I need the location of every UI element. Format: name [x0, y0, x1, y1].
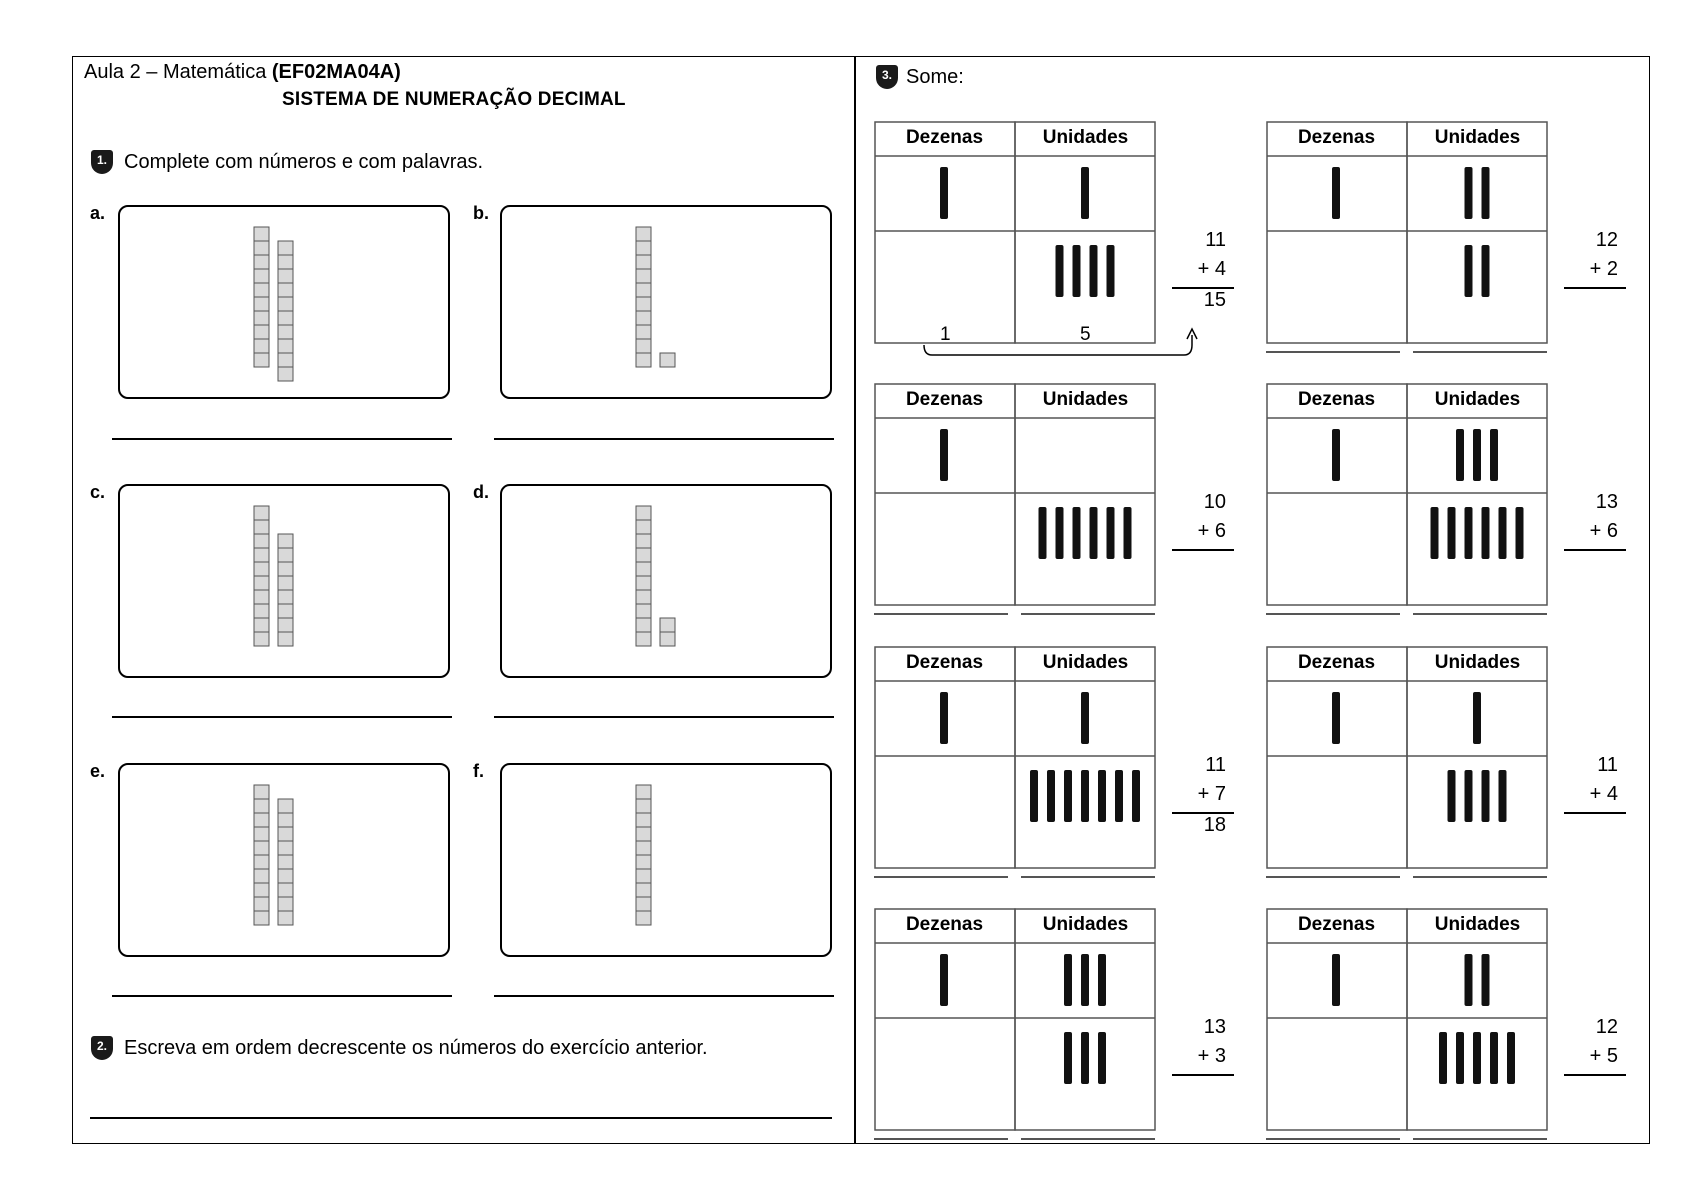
unit-cube — [278, 813, 293, 827]
column-header-dezenas: Dezenas — [905, 389, 984, 410]
addend-a: 10 — [1203, 491, 1226, 513]
answer-line[interactable] — [112, 438, 452, 440]
unit-cube — [278, 841, 293, 855]
tally-bar — [1499, 770, 1507, 822]
exercise-label: a. — [90, 203, 106, 223]
tally-bar — [1132, 770, 1140, 822]
tally-bar — [1064, 1032, 1072, 1084]
addend-b: + 4 — [1197, 258, 1226, 280]
tally-bar — [1456, 429, 1464, 481]
addend-a: 12 — [1595, 229, 1618, 251]
addend-a: 13 — [1203, 1016, 1226, 1038]
tally-bar — [1081, 167, 1089, 219]
base-ten-blocks-box — [500, 205, 832, 399]
unit-cube — [278, 855, 293, 869]
tally-bar — [1107, 245, 1115, 297]
tally-bar — [1439, 1032, 1447, 1084]
tally-bar — [1482, 507, 1490, 559]
question-3-badge: 3. — [876, 65, 898, 89]
tally-bar — [1490, 429, 1498, 481]
tally-bar — [1064, 770, 1072, 822]
sum-line — [1172, 1074, 1234, 1076]
tally-bar — [1098, 1032, 1106, 1084]
tens-answer-line[interactable] — [1266, 876, 1400, 878]
unit-cube — [278, 632, 293, 646]
column-header-unidades: Unidades — [1434, 652, 1521, 673]
tens-answer-line[interactable] — [1266, 351, 1400, 353]
ten-rod — [254, 785, 269, 925]
column-header-dezenas: Dezenas — [1297, 389, 1376, 410]
tens-answer-line[interactable] — [1266, 1138, 1400, 1140]
tally-bar — [1465, 954, 1473, 1006]
sum-result: 18 — [1203, 814, 1226, 836]
place-value-table — [874, 121, 1156, 345]
place-value-table — [1266, 908, 1548, 1132]
tally-bar — [1073, 507, 1081, 559]
exercise-label: c. — [90, 482, 106, 502]
base-ten-blocks — [502, 486, 834, 680]
page-subtitle: SISTEMA DE NUMERAÇÃO DECIMAL — [282, 89, 626, 110]
unit-cube — [278, 618, 293, 632]
ten-rod — [636, 227, 651, 367]
place-value-table — [874, 646, 1156, 870]
answer-line[interactable] — [494, 716, 834, 718]
units-answer-line[interactable] — [1413, 876, 1547, 878]
unit-cube — [660, 632, 675, 646]
tally-bar — [1047, 770, 1055, 822]
tally-bar — [1473, 692, 1481, 744]
tally-bar — [940, 429, 948, 481]
place-value-table — [874, 383, 1156, 607]
tally-bar — [1465, 507, 1473, 559]
units-answer-line[interactable] — [1021, 613, 1155, 615]
addend-b: + 2 — [1589, 258, 1618, 280]
exercise-label: e. — [90, 761, 106, 781]
sum-line — [1172, 549, 1234, 551]
column-header-dezenas: Dezenas — [905, 127, 984, 148]
answer-line[interactable] — [112, 995, 452, 997]
column-header-dezenas: Dezenas — [905, 652, 984, 673]
question-2-badge: 2. — [91, 1036, 113, 1060]
addend-b: + 5 — [1589, 1045, 1618, 1067]
tally-bar — [1098, 770, 1106, 822]
tens-answer-line[interactable] — [874, 613, 1008, 615]
question-3-text: Some: — [906, 66, 964, 88]
base-ten-blocks — [120, 765, 452, 959]
tally-bar — [1465, 770, 1473, 822]
tally-bar — [940, 954, 948, 1006]
answer-line[interactable] — [494, 995, 834, 997]
column-header-unidades: Unidades — [1042, 127, 1129, 148]
addend-b: + 6 — [1197, 520, 1226, 542]
base-ten-blocks — [120, 207, 452, 401]
tally-bar — [1056, 245, 1064, 297]
units-answer-line[interactable] — [1021, 876, 1155, 878]
addend-a: 11 — [1205, 229, 1226, 251]
tally-bar — [1482, 245, 1490, 297]
column-header-unidades: Unidades — [1434, 389, 1521, 410]
sum-line — [1564, 812, 1626, 814]
tally-bar — [1030, 770, 1038, 822]
base-ten-blocks — [120, 486, 452, 680]
tally-bar — [1056, 507, 1064, 559]
answer-line[interactable] — [494, 438, 834, 440]
ten-rod — [636, 506, 651, 646]
unit-cube — [278, 869, 293, 883]
tally-bar — [1490, 1032, 1498, 1084]
tally-bar — [1465, 167, 1473, 219]
base-ten-blocks — [502, 765, 834, 959]
tally-bar — [1090, 245, 1098, 297]
tally-bar — [1332, 429, 1340, 481]
skill-code: (EF02MA04A) — [271, 61, 401, 83]
addend-a: 13 — [1595, 491, 1618, 513]
column-header-unidades: Unidades — [1042, 652, 1129, 673]
tally-bar — [1098, 954, 1106, 1006]
tally-bar — [1064, 954, 1072, 1006]
column-divider — [854, 56, 856, 1144]
tally-bar — [1507, 1032, 1515, 1084]
addend-b: + 7 — [1197, 783, 1226, 805]
tens-answer-line[interactable] — [874, 876, 1008, 878]
units-answer-line[interactable] — [1021, 1138, 1155, 1140]
unit-cube — [278, 897, 293, 911]
unit-cube — [278, 548, 293, 562]
tally-bar — [1431, 507, 1439, 559]
sum-line — [1564, 1074, 1626, 1076]
addend-a: 11 — [1597, 754, 1618, 776]
place-value-table — [874, 908, 1156, 1132]
carry-arrow — [922, 325, 1222, 365]
units-answer-line[interactable] — [1413, 351, 1547, 353]
tally-bar — [1081, 1032, 1089, 1084]
tally-bar — [1081, 770, 1089, 822]
unit-cube — [278, 883, 293, 897]
addend-b: + 4 — [1589, 783, 1618, 805]
ten-rod — [254, 506, 269, 646]
tally-bar — [1090, 507, 1098, 559]
unit-cube — [278, 604, 293, 618]
question-1-badge: 1. — [91, 150, 113, 174]
exercise-label: f. — [473, 761, 484, 781]
sum-line — [1564, 287, 1626, 289]
tally-bar — [1115, 770, 1123, 822]
ten-rod — [278, 241, 293, 381]
exercise-label: b. — [473, 203, 489, 223]
answer-line[interactable] — [112, 716, 452, 718]
unit-cube — [278, 562, 293, 576]
place-value-table — [1266, 383, 1548, 607]
base-ten-blocks-box — [118, 763, 450, 957]
place-value-table — [1266, 121, 1548, 345]
sum-line — [1564, 549, 1626, 551]
tally-bar — [1516, 507, 1524, 559]
column-header-unidades: Unidades — [1042, 389, 1129, 410]
tens-answer: 1 — [940, 324, 951, 345]
units-answer-line[interactable] — [1413, 613, 1547, 615]
column-header-dezenas: Dezenas — [905, 914, 984, 935]
tally-bar — [1482, 770, 1490, 822]
unit-cube — [278, 799, 293, 813]
tally-bar — [1465, 245, 1473, 297]
base-ten-blocks-box — [500, 484, 832, 678]
tally-bar — [1039, 507, 1047, 559]
tally-bar — [1124, 507, 1132, 559]
tally-bar — [1081, 954, 1089, 1006]
ten-rod — [254, 227, 269, 367]
tally-bar — [1482, 167, 1490, 219]
base-ten-blocks-box — [118, 205, 450, 399]
column-header-dezenas: Dezenas — [1297, 652, 1376, 673]
tally-bar — [1448, 770, 1456, 822]
tally-bar — [1332, 167, 1340, 219]
addend-a: 12 — [1595, 1016, 1618, 1038]
tally-bar — [1499, 507, 1507, 559]
tally-bar — [1073, 245, 1081, 297]
column-header-unidades: Unidades — [1042, 914, 1129, 935]
addend-a: 11 — [1205, 754, 1226, 776]
tally-bar — [1482, 954, 1490, 1006]
tens-answer-line[interactable] — [874, 1138, 1008, 1140]
question-2-text: Escreva em ordem decrescente os números do exercício anterior. — [124, 1037, 708, 1059]
lesson-title: Aula 2 – Matemática — [84, 61, 267, 83]
addend-b: + 3 — [1197, 1045, 1226, 1067]
unit-cube — [278, 534, 293, 548]
column-header-unidades: Unidades — [1434, 127, 1521, 148]
tens-answer-line[interactable] — [1266, 613, 1400, 615]
column-header-unidades: Unidades — [1434, 914, 1521, 935]
ten-rod — [636, 785, 651, 925]
base-ten-blocks-box — [500, 763, 832, 957]
tally-bar — [1107, 507, 1115, 559]
unit-cube — [278, 911, 293, 925]
unit-cube — [660, 353, 675, 367]
tally-bar — [1332, 954, 1340, 1006]
place-value-table — [1266, 646, 1548, 870]
units-answer: 5 — [1080, 324, 1091, 345]
units-answer-line[interactable] — [1413, 1138, 1547, 1140]
unit-cube — [278, 590, 293, 604]
tally-bar — [1473, 429, 1481, 481]
tally-bar — [1332, 692, 1340, 744]
tally-bar — [940, 167, 948, 219]
unit-cube — [278, 827, 293, 841]
addend-b: + 6 — [1589, 520, 1618, 542]
exercise-label: d. — [473, 482, 489, 502]
lesson-header — [84, 61, 401, 84]
sum-result: 15 — [1203, 289, 1226, 311]
column-header-dezenas: Dezenas — [1297, 127, 1376, 148]
base-ten-blocks — [502, 207, 834, 401]
question-1-text: Complete com números e com palavras. — [124, 151, 484, 173]
tally-bar — [940, 692, 948, 744]
column-header-dezenas: Dezenas — [1297, 914, 1376, 935]
tally-bar — [1448, 507, 1456, 559]
unit-cube — [278, 576, 293, 590]
unit-cube — [660, 618, 675, 632]
question-2-answer-line[interactable] — [90, 1117, 832, 1119]
tally-bar — [1081, 692, 1089, 744]
tally-bar — [1456, 1032, 1464, 1084]
tally-bar — [1473, 1032, 1481, 1084]
base-ten-blocks-box — [118, 484, 450, 678]
